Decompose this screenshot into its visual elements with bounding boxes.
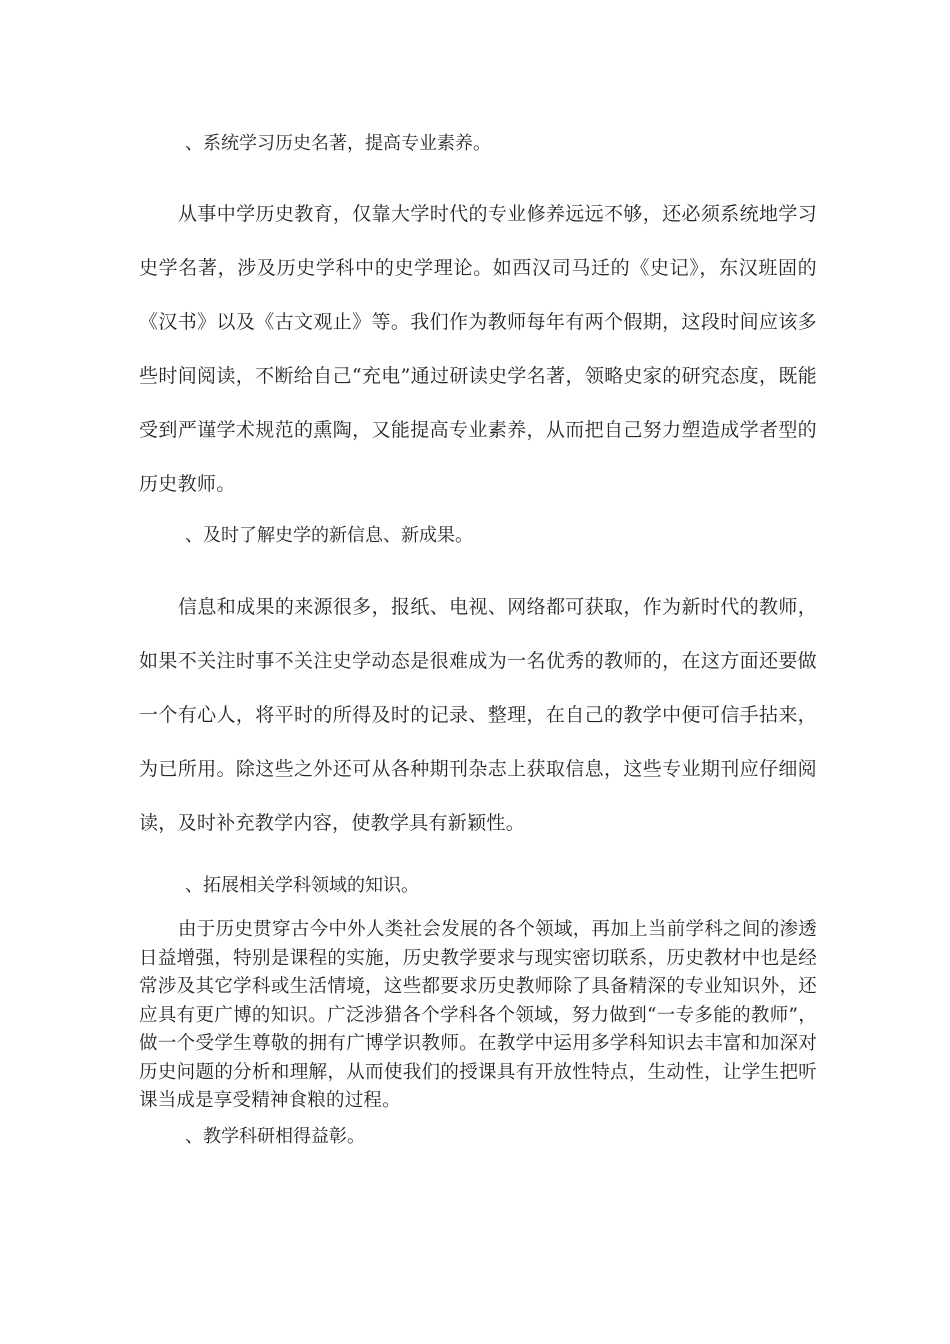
paragraph-text: 信息和成果的来源很多，报纸、电视、网络都可获取，作为新时代的教师，如果不关注时事不关注史学动态是很难成为一名优秀的教师的，在这方面还要做一个有心人，将平时的所得及时的记录、整理，在自己的教学中便可信手拈来，为已所用。除这些之外还可从各种期刊杂志上获取信息，这些专业期刊应仔细阅读，及时补充教学内容，使教学具有新颖性。 bbox=[139, 596, 817, 834]
section-heading: 、系统学习历史名著，提高专业素养。 bbox=[185, 133, 491, 154]
section-paragraph bbox=[139, 580, 817, 850]
section-paragraph bbox=[139, 187, 817, 511]
paragraph-text: 由于历史贯穿古今中外人类社会发展的各个领域，再加上当前学科之间的渗透日益增强，特别是课程的实施，历史教学要求与现实密切联系，历史教材中也是经常涉及其它学科或生活情境，这些都要求历史教师除了具备精深的专业知识外，还应具有更广博的知识。广泛涉猎各个学科各个领域，努力做到“一专多能的教师”，做一个受学生尊敬的拥有广博学识教师。在教学中运用多学科知识去丰富和加深对历史问题的分析和理解，从而使我们的授课具有开放性特点，生动性，让学生把听课当成是享受精神食粮的过程。 bbox=[139, 919, 817, 1111]
section-paragraph bbox=[139, 916, 817, 1116]
section-heading: 、及时了解史学的新信息、新成果。 bbox=[185, 525, 473, 546]
section-heading: 、拓展相关学科领域的知识。 bbox=[185, 875, 419, 896]
section-heading: 、教学科研相得益彰。 bbox=[185, 1126, 365, 1147]
paragraph-text: 从事中学历史教育，仅靠大学时代的专业修养远远不够，还必须系统地学习史学名著，涉及历史学科中的史学理论。如西汉司马迁的《史记》，东汉班固的《汉书》以及《古文观止》等。我们作为教师每年有两个假期，这段时间应该多些时间阅读，不断给自己“充电”通过研读史学名著，领略史家的研究态度，既能受到严谨学术规范的熏陶，又能提高专业素养，从而把自己努力塑造成学者型的历史教师。 bbox=[139, 203, 817, 495]
